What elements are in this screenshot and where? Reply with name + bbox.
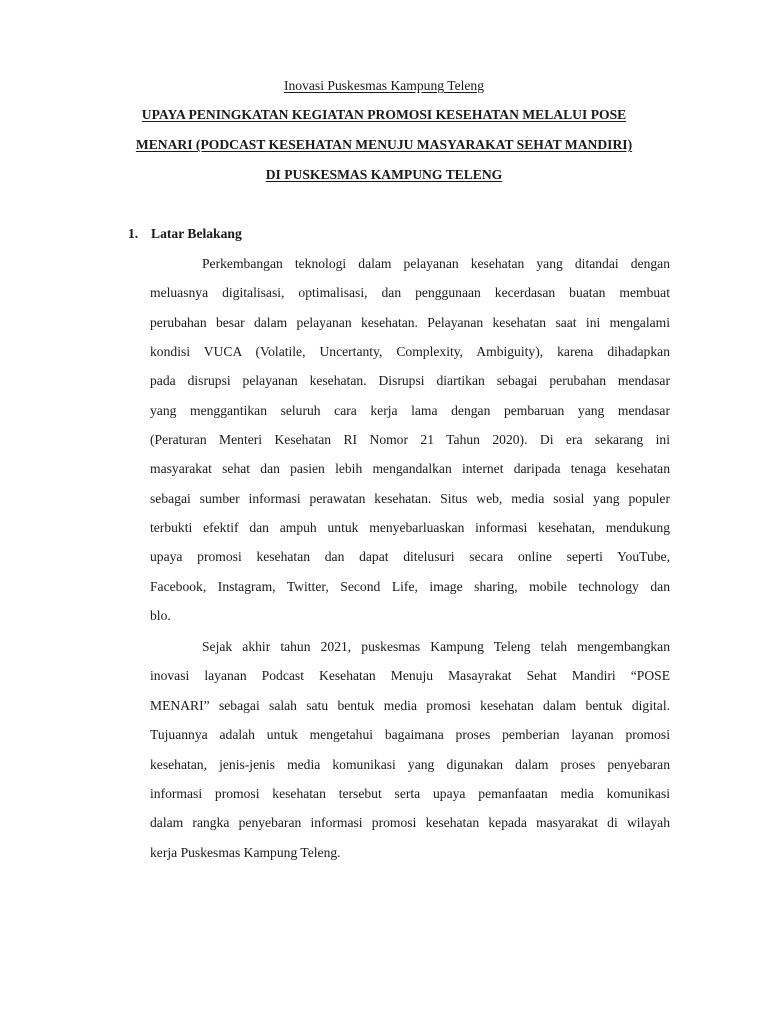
paragraph-line: (Peraturan Menteri Kesehatan RI Nomor 21 Tahun 2020). Di era sekarang ini	[150, 432, 670, 447]
paragraph-line: kondisi VUCA (Volatile, Uncertanty, Complexity, Ambiguity), karena dihadapkan	[150, 344, 670, 359]
top-title: Inovasi Puskesmas Kampung Teleng	[283, 78, 485, 93]
paragraph-line: Perkembangan teknologi dalam pelayanan kesehatan yang ditandai dengan	[202, 256, 670, 271]
paragraph-line: Sejak akhir tahun 2021, puskesmas Kampung Teleng telah mengembangkan	[202, 639, 670, 654]
paragraph-line: Tujuannya adalah untuk mengetahui bagaimana proses pemberian layanan promosi	[150, 727, 670, 742]
section-number: 1.	[128, 226, 139, 241]
paragraph-line: pada disrupsi pelayanan kesehatan. Disrupsi diartikan sebagai perubahan mendasar	[150, 373, 670, 388]
paragraph-line: masyarakat sehat dan pasien lebih mengandalkan internet daripada tenaga kesehatan	[150, 461, 670, 476]
paragraph-line: inovasi layanan Podcast Kesehatan Menuju Masayrakat Sehat Mandiri “POSE	[150, 668, 670, 683]
paragraph-line: MENARI” sebagai salah satu bentuk media promosi kesehatan dalam bentuk digital.	[150, 698, 670, 713]
paragraph-line: kesehatan, jenis-jenis media komunikasi yang digunakan dalam proses penyebaran	[150, 757, 670, 772]
paragraph-line: kerja Puskesmas Kampung Teleng.	[150, 845, 341, 860]
paragraph-line: upaya promosi kesehatan dan dapat ditelusuri secara online seperti YouTube,	[150, 549, 670, 564]
paragraph-line: blo.	[150, 608, 171, 623]
main-title-line-2: MENARI (PODCAST KESEHATAN MENUJU MASYARAKAT SEHAT MANDIRI)	[135, 137, 633, 152]
paragraph-line: informasi promosi kesehatan tersebut serta upaya pemanfaatan media komunikasi	[150, 786, 670, 801]
main-title-line-1: UPAYA PENINGKATAN KEGIATAN PROMOSI KESEHATAN MELALUI POSE	[141, 107, 627, 122]
paragraph-line: Facebook, Instagram, Twitter, Second Life, image sharing, mobile technology dan	[150, 579, 670, 594]
paragraph-line: yang menggantikan seluruh cara kerja lama dengan pembaruan yang mendasar	[150, 403, 670, 418]
paragraph-line: meluasnya digitalisasi, optimalisasi, dan penggunaan kecerdasan buatan membuat	[150, 285, 670, 300]
section-title: Latar Belakang	[151, 226, 242, 241]
paragraph-line: perubahan besar dalam pelayanan kesehatan. Pelayanan kesehatan saat ini mengalami	[150, 315, 670, 330]
paragraph-line: sebagai sumber informasi perawatan kesehatan. Situs web, media sosial yang populer	[150, 491, 670, 506]
main-title-line-3: DI PUSKESMAS KAMPUNG TELENG	[265, 167, 503, 182]
paragraph-line: terbukti efektif dan ampuh untuk menyebarluaskan informasi kesehatan, mendukung	[150, 520, 670, 535]
paragraph-line: dalam rangka penyebaran informasi promosi kesehatan kepada masyarakat di wilayah	[150, 815, 670, 830]
section-heading	[128, 224, 242, 244]
